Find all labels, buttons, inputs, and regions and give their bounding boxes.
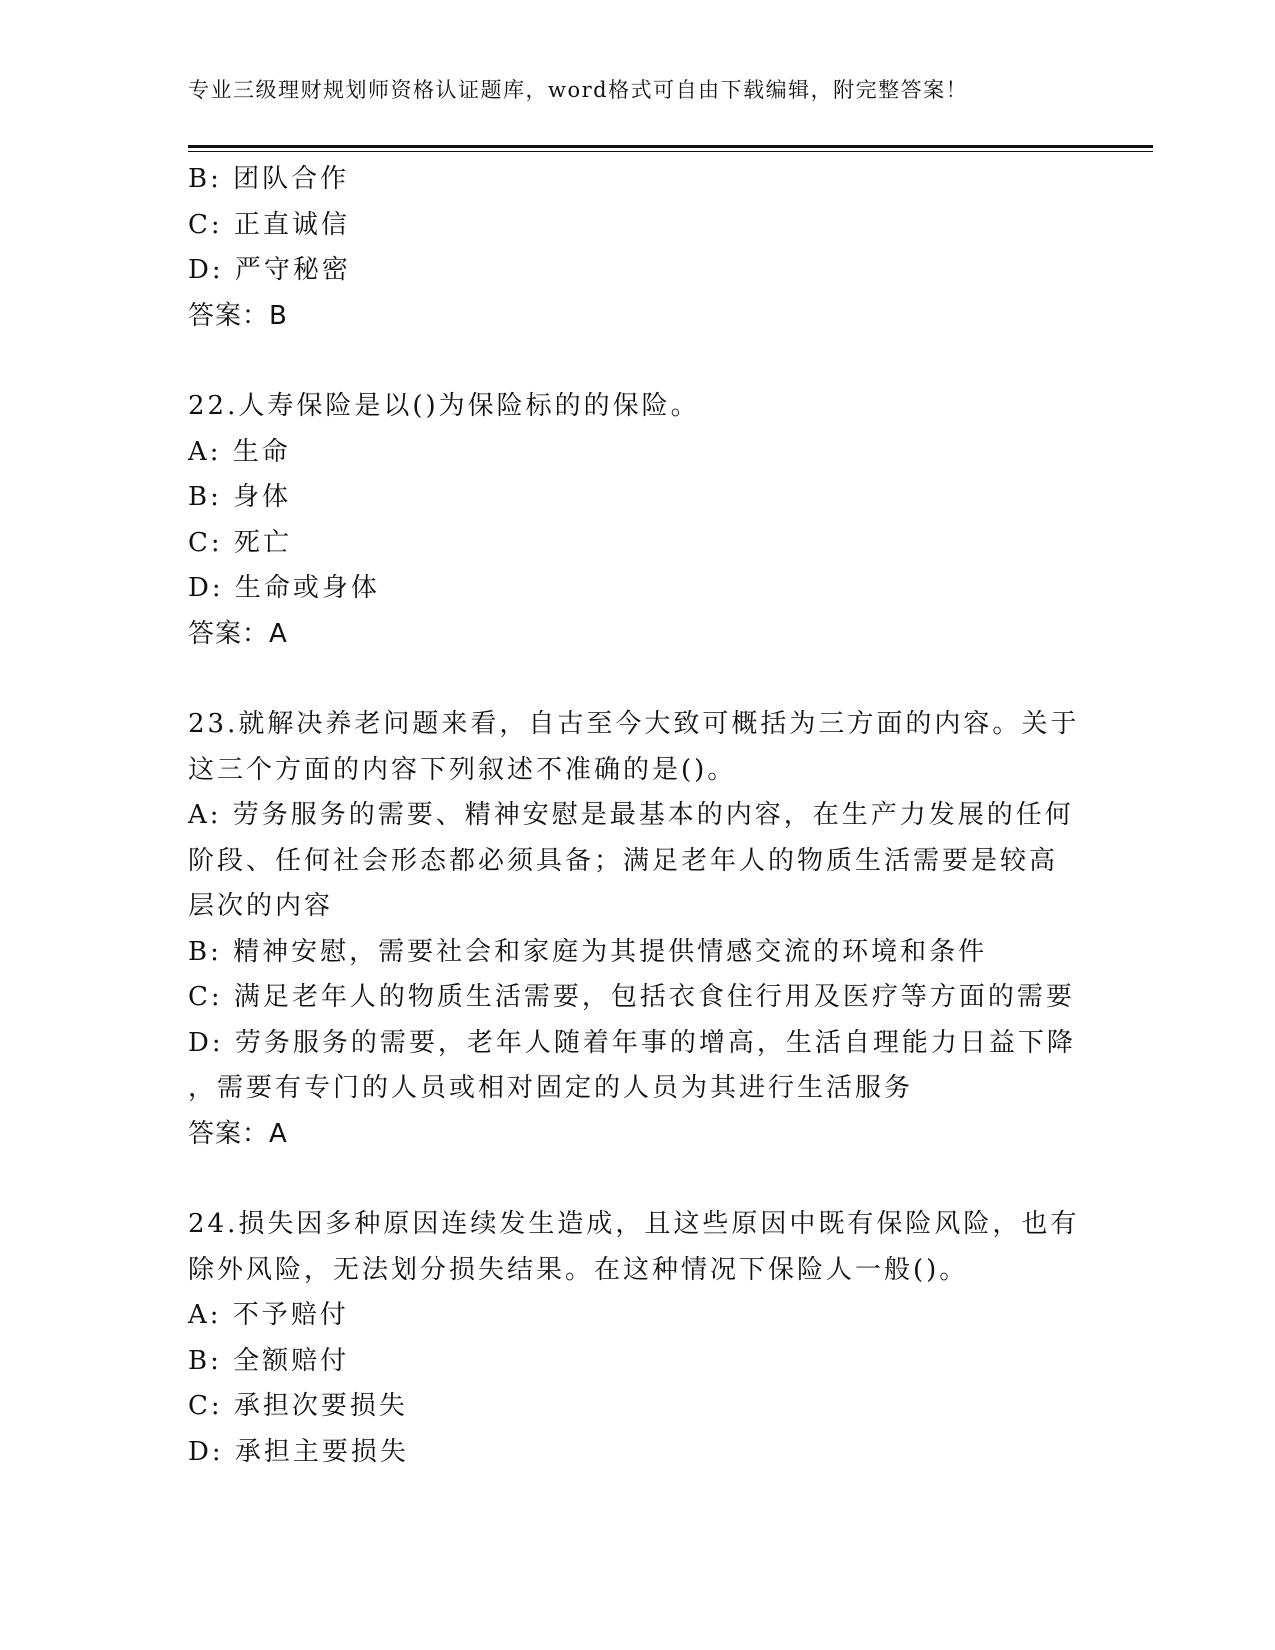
question-gap [188, 339, 1088, 384]
question-22 [188, 384, 1088, 657]
option-c: C: 满足老年人的物质生活需要，包括衣食住行用及医疗等方面的需要 [188, 982, 1075, 1012]
question-stem-continued: 这三个方面的内容下列叙述不准确的是()。 [188, 754, 737, 785]
header-rule-thick [188, 145, 1153, 148]
option-c: C: 正直诚信 [188, 209, 350, 240]
option-a-continued: 层次的内容 [188, 891, 334, 921]
option-c: C: 死亡 [188, 527, 292, 558]
answer-line: 答案：B [188, 300, 288, 331]
option-d: D: 生命或身体 [188, 573, 380, 603]
answer-line: 答案：A [188, 618, 288, 649]
question-stem: 23.就解决养老问题来看，自古至今大致可概括为三方面的内容。关于 [188, 709, 1080, 739]
option-c: C: 承担次要损失 [188, 1391, 408, 1421]
option-a: A: 生命 [188, 436, 291, 467]
page-header: 专业三级理财规划师资格认证题库，word格式可自由下载编辑，附完整答案！ [188, 78, 969, 102]
carryover-question [188, 157, 1088, 339]
option-a-continued: 阶段、任何社会形态都必须具备；满足老年人的物质生活需要是较高 [188, 845, 1059, 876]
option-d: D: 劳务服务的需要，老年人随着年事的增高，生活自理能力日益下降 [188, 1027, 1076, 1058]
option-a: A: 不予赔付 [188, 1300, 349, 1330]
option-d: D: 严守秘密 [188, 255, 351, 285]
question-stem: 24.损失因多种原因连续发生造成，且这些原因中既有保险风险，也有 [188, 1209, 1080, 1239]
option-a: A: 劳务服务的需要、精神安慰是最基本的内容，在生产力发展的任何 [188, 800, 1074, 830]
option-b: B: 身体 [188, 482, 292, 512]
document-body [188, 157, 1088, 1475]
option-b: B: 团队合作 [188, 164, 350, 194]
question-23 [188, 702, 1088, 1157]
question-stem: 22.人寿保险是以()为保险标的的保险。 [188, 391, 700, 421]
question-stem-continued: 除外风险，无法划分损失结果。在这种情况下保险人一般()。 [188, 1254, 969, 1285]
question-24 [188, 1202, 1088, 1475]
option-b: B: 精神安慰，需要社会和家庭为其提供情感交流的环境和条件 [188, 936, 988, 967]
answer-line: 答案：A [188, 1118, 288, 1149]
header-rule-thin [188, 151, 1153, 152]
option-b: B: 全额赔付 [188, 1345, 350, 1376]
option-d: D: 承担主要损失 [188, 1436, 409, 1467]
question-gap [188, 657, 1088, 702]
option-d-continued: ，需要有专门的人员或相对固定的人员为其进行生活服务 [188, 1073, 914, 1103]
question-gap [188, 1157, 1088, 1202]
